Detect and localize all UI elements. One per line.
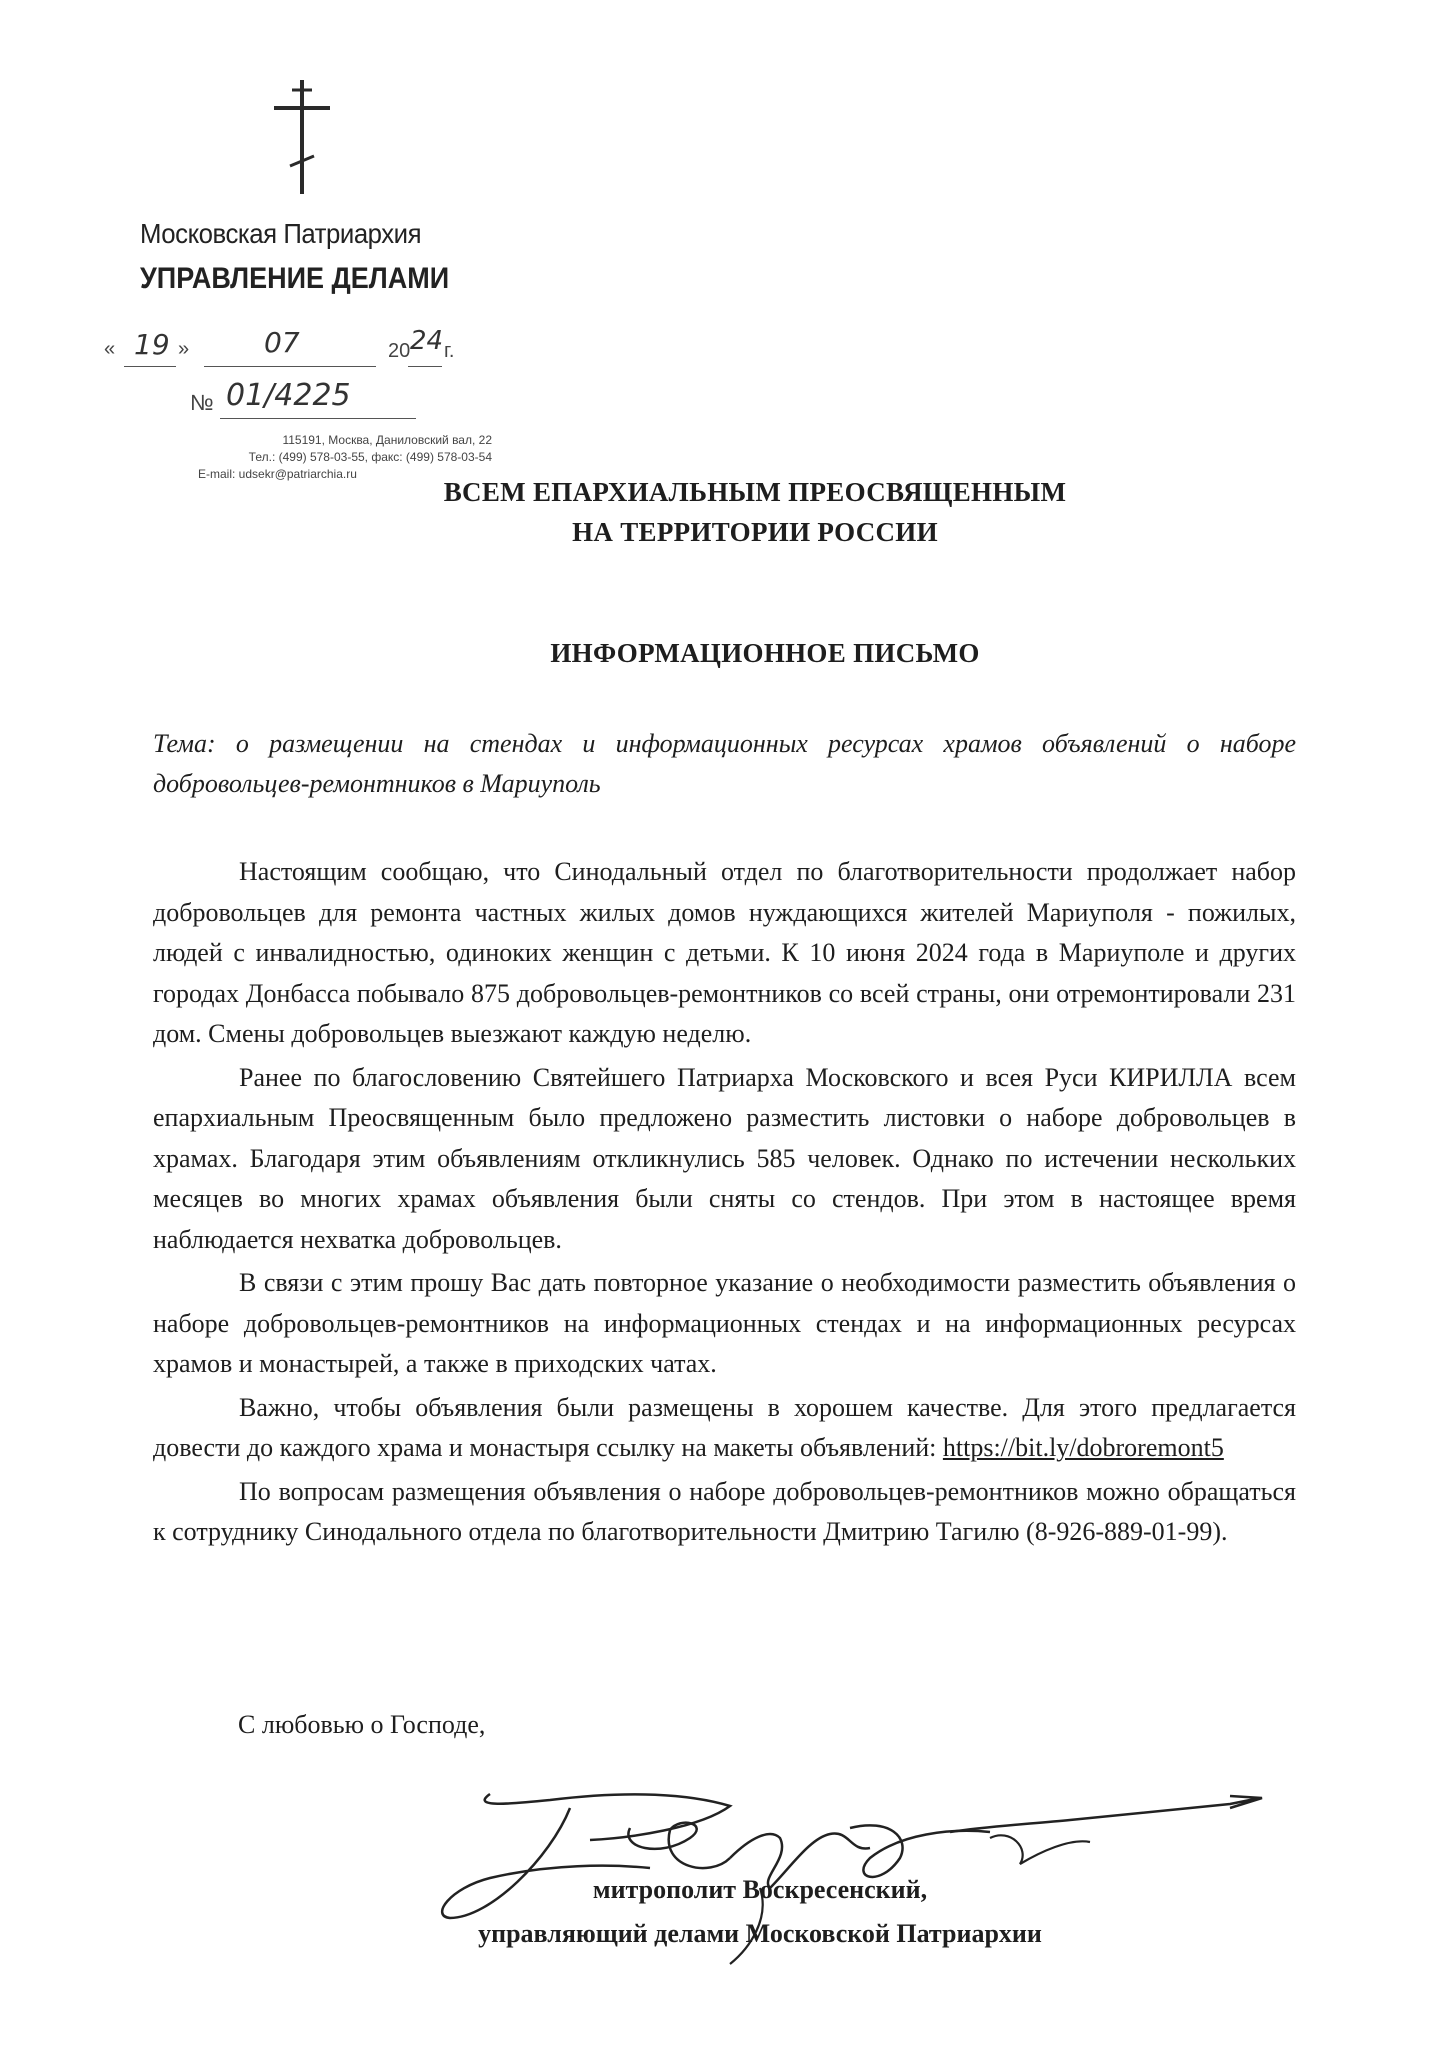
body-paragraph-4 [153, 1388, 1296, 1469]
letter-body [153, 852, 1296, 1556]
number-value: 01/4225 [226, 378, 351, 413]
address-text: 115191, Москва, Даниловский вал, 22 [282, 433, 492, 447]
body-paragraph-1: Настоящим сообщаю, что Синодальный отдел по благотворительности продолжает набор добровольцев для ремонта частных жилых домов нуждающихся жителей Мариуполя - пожилых, людей с инвалидностью, одиноких женщин с детьми. К 10 июня 2024 года в Мариуполе и других городах Донбасса побывало 875 добровольцев-ремонтников со всей страны, они отремонтировали 231 дом. Смены добровольцев выезжают каждую неделю. [153, 857, 1296, 1048]
date-year-suffix: 24 [410, 326, 444, 356]
email-text: E-mail: udsekr@patriarchia.ru [198, 467, 357, 481]
date-day: 19 [134, 328, 170, 361]
signer-line-2: управляющий делами Московской Патриархии [478, 1919, 1042, 1948]
addressee-line-2: НА ТЕРРИТОРИИ РОССИИ [572, 517, 938, 547]
addressee-line-1: ВСЕМ ЕПАРХИАЛЬНЫМ ПРЕОСВЯЩЕННЫМ [443, 477, 1067, 507]
org-name: Московская Патриархия [140, 218, 422, 249]
date-year-underline [408, 366, 442, 367]
number-underline [220, 418, 416, 419]
closing-phrase: С любовью о Господе, [238, 1710, 486, 1739]
document-title: ИНФОРМАЦИОННОЕ ПИСЬМО [550, 638, 980, 668]
date-year-unit: г. [444, 340, 455, 362]
body-paragraph-4-text: Важно, чтобы объявления были размещены в хорошем качестве. Для этого предлагается довести до каждого храма и монастыря ссылку на макеты объявлений: [153, 1392, 1296, 1462]
number-line [190, 380, 430, 420]
number-label: № [190, 390, 214, 415]
date-month: 07 [264, 326, 300, 359]
addressee-block [380, 472, 1130, 552]
body-paragraph-2: Ранее по благословению Святейшего Патриарха Московского и всея Руси КИРИЛЛА всем епархиальным Преосвященным было предложено разместить листовки о наборе добровольцев в храмах. Благодаря этим объявлениям откликнулись 585 человек. Однако по истечении нескольких месяцев во многих храмах объявления были сняты со стендов. При этом в настоящее время наблюдается нехватка добровольцев. [153, 1062, 1296, 1254]
layouts-link[interactable]: https://bit.ly/dobroremont5 [942, 1433, 1224, 1462]
orthodox-cross-icon [266, 78, 338, 196]
date-year-prefix: 20 [388, 340, 411, 362]
date-quote-close: » [178, 338, 190, 360]
date-month-underline [204, 366, 376, 367]
subject-line: Тема: о размещении на стендах и информационных ресурсах храмов объявлений о наборе добровольцев-ремонтников в Мариуполь [153, 729, 1296, 798]
signer-block [380, 1868, 1140, 1956]
signer-line-1: митрополит Воскресенский, [592, 1875, 928, 1904]
date-quote-open: « [104, 338, 116, 360]
org-department: УПРАВЛЕНИЕ ДЕЛАМИ [140, 262, 450, 295]
body-paragraph-3: В связи с этим прошу Вас дать повторное указание о необходимости разместить объявления о наборе добровольцев-ремонтников на информационных стендах и на информационных ресурсах храмов и монастырей, а также в приходских чатах. [153, 1268, 1296, 1378]
body-paragraph-5: По вопросам размещения объявления о наборе добровольцев-ремонтников можно обращаться к сотруднику Синодального отдела по благотворительности Дмитрию Тагилю (8-926-889-01-99). [153, 1476, 1296, 1546]
date-day-underline [124, 366, 176, 367]
phones-text: Тел.: (499) 578-03-55, факс: (499) 578-03-54 [248, 450, 492, 464]
date-line [104, 326, 504, 370]
